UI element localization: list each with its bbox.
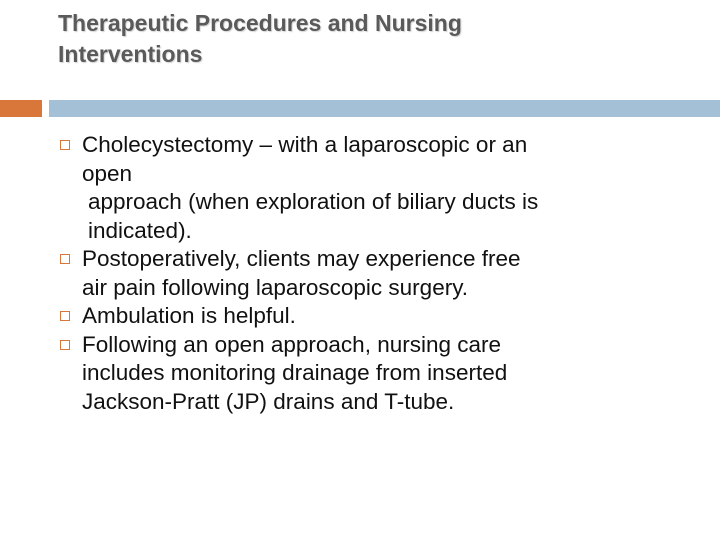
bullet-list bbox=[60, 131, 680, 416]
bullet-text-line: approach (when exploration of biliary ducts is bbox=[88, 189, 539, 214]
header-divider-bar bbox=[49, 100, 720, 117]
bullet-text-line: air pain following laparoscopic surgery. bbox=[82, 274, 469, 300]
bullet-text-line: Following an open approach, nursing care bbox=[82, 331, 502, 357]
bullet-text-line: Postoperatively, clients may experience free bbox=[82, 246, 521, 271]
bullet-text-line: Ambulation is helpful. bbox=[82, 303, 296, 328]
square-bullet-icon bbox=[60, 254, 70, 264]
bullet-item-postoperatively bbox=[60, 245, 680, 302]
slide-title-line-2: Interventions bbox=[58, 41, 203, 67]
bullet-text-line: indicated). bbox=[88, 217, 192, 243]
square-bullet-icon bbox=[60, 311, 70, 321]
bullet-item-open-approach-care bbox=[60, 331, 680, 417]
bullet-text-line: open bbox=[82, 160, 133, 186]
bullet-text-line: includes monitoring drainage from inserted bbox=[82, 360, 508, 385]
slide-title-line-1: Therapeutic Procedures and Nursing bbox=[58, 10, 462, 36]
bullet-text-line: Cholecystectomy – with a laparoscopic or an bbox=[82, 132, 528, 157]
square-bullet-icon bbox=[60, 340, 70, 350]
slide-title bbox=[58, 8, 658, 70]
bullet-item-cholecystectomy bbox=[60, 131, 680, 245]
bullet-text-line: Jackson-Pratt (JP) drains and T-tube. bbox=[82, 388, 455, 414]
bullet-item-ambulation bbox=[60, 302, 680, 331]
header-accent-bar bbox=[0, 100, 42, 117]
square-bullet-icon bbox=[60, 140, 70, 150]
